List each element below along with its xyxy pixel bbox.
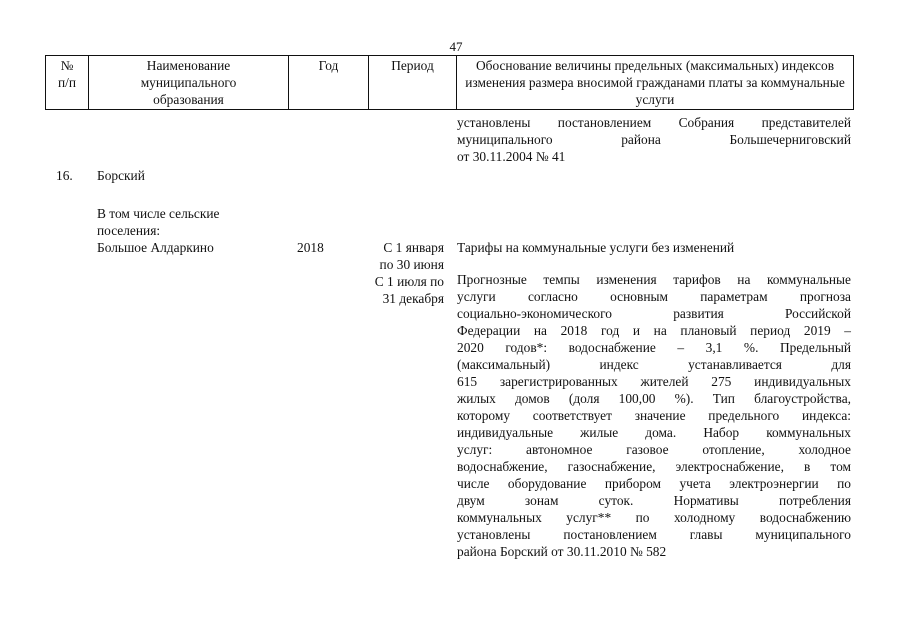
continuation-line: от 30.11.2004 № 41 bbox=[457, 149, 566, 164]
forecast-line: коммунальных услуг** по холодному водоснабжению bbox=[457, 510, 851, 525]
sub-heading bbox=[97, 205, 219, 239]
forecast-line: района Борский от 30.11.2010 № 582 bbox=[457, 544, 667, 559]
period-line: С 1 июля по bbox=[374, 274, 444, 289]
forecast-line: услуги согласно основным параметрам прогноза bbox=[457, 289, 851, 304]
period-line: по 30 июня bbox=[379, 257, 444, 272]
settlement-name: Большое Алдаркино bbox=[97, 240, 214, 255]
forecast-line: социально-экономического развития Российской bbox=[457, 306, 851, 321]
forecast-line: числе оборудование прибором учета электроэнергии по bbox=[457, 476, 851, 491]
period-line: С 1 января bbox=[383, 240, 444, 255]
forecast-line: Федерации на 2018 год и на плановый период 2019 – bbox=[457, 323, 851, 338]
forecast-line: 2020 годов*: водоснабжение – 3,1 %. Предельный bbox=[457, 340, 851, 355]
municipality-name: Борский bbox=[97, 168, 145, 183]
header-year: Год bbox=[289, 56, 369, 110]
forecast-text bbox=[457, 271, 851, 560]
table-header bbox=[45, 55, 854, 110]
tariff-note: Тарифы на коммунальные услуги без изменений bbox=[457, 240, 735, 255]
forecast-line: индивидуальные жилые дома. Набор коммунальных bbox=[457, 425, 851, 440]
row-number: 16. bbox=[56, 168, 73, 183]
continuation-line: установлены постановлением Собрания представителей bbox=[457, 115, 851, 130]
period-line: 31 декабря bbox=[382, 291, 444, 306]
sub-heading-line: В том числе сельские bbox=[97, 206, 220, 221]
continuation-line: муниципального района Большечерниговский bbox=[457, 132, 851, 147]
header-justification: Обоснование величины предельных (максимальных) индексов изменения размера вносимой гражданами платы за коммунальные услуги bbox=[457, 56, 854, 110]
forecast-line: Прогнозные темпы изменения тарифов на коммунальные bbox=[457, 272, 851, 287]
forecast-line: водоснабжение, газоснабжение, электроснабжение, в том bbox=[457, 459, 851, 474]
page-number: 47 bbox=[449, 39, 463, 54]
continuation-text bbox=[457, 114, 851, 165]
header-name: Наименование муниципального образования bbox=[89, 56, 289, 110]
forecast-line: 615 зарегистрированных жителей 275 индивидуальных bbox=[457, 374, 851, 389]
sub-heading-line: поселения: bbox=[97, 223, 161, 238]
forecast-line: услуг: автономное газовое отопление, холодное bbox=[457, 442, 851, 457]
forecast-line: (максимальный) индекс устанавливается для bbox=[457, 357, 851, 372]
header-period: Период bbox=[369, 56, 457, 110]
period-values bbox=[362, 239, 444, 307]
header-num: № п/п bbox=[46, 56, 89, 110]
forecast-line: двум зонам суток. Нормативы потребления bbox=[457, 493, 851, 508]
forecast-line: установлены постановлением главы муниципального bbox=[457, 527, 851, 542]
forecast-line: жилых домов (доля 100,00 %). Тип благоустройства, bbox=[457, 391, 851, 406]
year-value: 2018 bbox=[297, 240, 324, 255]
forecast-line: которому соответствует значение предельного индекса: bbox=[457, 408, 851, 423]
